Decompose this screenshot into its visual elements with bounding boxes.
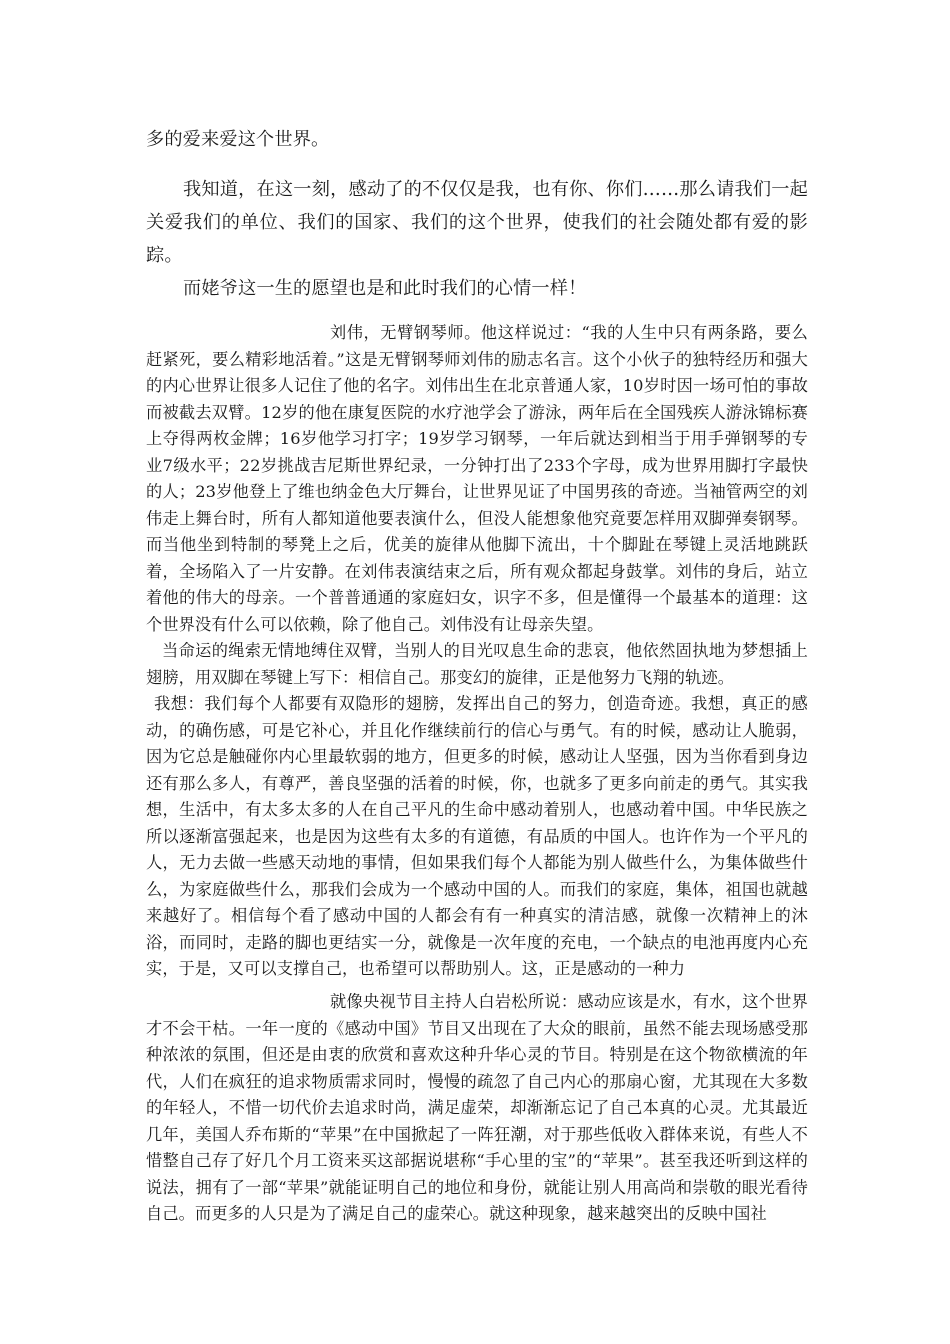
paragraph-6: 我想：我们每个人都要有双隐形的翅膀，发挥出自己的努力，创造奇迹。我想，真正的感动，的确伤感，可是它补心，并且化作继续前行的信心与勇气。有的时候，感动让人脆弱，因为它总是触碰你内心里最软弱的地方，但更多的时候，感动让人坚强，因为当你看到身边还有那么多人，有尊严，善良坚强的活着的时候，你，也就多了更多向前走的勇气。其实我想，生活中，有太多太多的人在自己平凡的生命中感动着别人，也感动着中国。中华民族之所以逐渐富强起来，也是因为这些有太多的有道德，有品质的中国人。也许作为一个平凡的人，无力去做一些感天动地的事情，但如果我们每个人都能为别人做些什么，为集体做些什么，为家庭做些什么，那我们会成为一个感动中国的人。而我们的家庭，集体，祖国也就越来越好了。相信每个看了感动中国的人都会有有一种真实的清洁感，就像一次精神上的沐浴，而同时，走路的脚也更结实一分，就像是一次年度的充电，一个缺点的电池再度内心充实，于是，又可以支撑自己，也希望可以帮助别人。这，正是感动的一种力 — [146, 694, 808, 978]
paragraph-1: 多的爱来爱这个世界。 — [146, 129, 330, 150]
paragraph-2: 我知道，在这一刻，感动了的不仅仅是我，也有你、你们……那么请我们一起关爱我们的单位、我们的国家、我们的这个世界，使我们的社会随处都有爱的影踪。 — [146, 179, 808, 266]
paragraph-5: 当命运的绳索无情地缚住双臂，当别人的目光叹息生命的悲哀，他依然固执地为梦想插上翅膀，用双脚在琴键上写下：相信自己。那变幻的旋律，正是他努力飞翔的轨迹。 — [146, 641, 808, 687]
paragraph-3: 而姥爷这一生的愿望也是和此时我们的心情一样！ — [183, 278, 587, 299]
paragraph-4: 刘伟，无臂钢琴师。他这样说过：“我的人生中只有两条路，要么赶紧死，要么精彩地活着。”这是无臂钢琴师刘伟的励志名言。这个小伙子的独特经历和强大的内心世界让很多人记住了他的名字。刘伟出生在北京普通人家，10岁时因一场可怕的事故而被截去双臂。12岁的他在康复医院的水疗池学会了游泳，两年后在全国残疾人游泳锦标赛上夺得两枚金牌；16岁他学习打字；19岁学习钢琴，一年后就达到相当于用手弹钢琴的专业7级水平；22岁挑战吉尼斯世界纪录，一分钟打出了233个字母，成为世界用脚打字最快的人；23岁他登上了维也纳金色大厅舞台，让世界见证了中国男孩的奇迹。当袖管两空的刘伟走上舞台时，所有人都知道他要表演什么，但没人能想象他究竟要怎样用双脚弹奏钢琴。而当他坐到特制的琴凳上之后，优美的旋律从他脚下流出，十个脚趾在琴键上灵活地跳跃着，全场陷入了一片安静。在刘伟表演结束之后，所有观众都起身鼓掌。刘伟的身后，站立着他的伟大的母亲。一个普普通通的家庭妇女，识字不多，但是懂得一个最基本的道理：这个世界没有什么可以依赖，除了他自己。刘伟没有让母亲失望。 — [146, 323, 808, 634]
paragraph-7: 就像央视节目主持人白岩松所说：感动应该是水，有水，这个世界才不会干枯。一年一度的《感动中国》节目又出现在了大众的眼前，虽然不能去现场感受那种浓浓的氛围，但还是由衷的欣赏和喜欢这种升华心灵的节目。特别是在这个物欲横流的年代，人们在疯狂的追求物质需求同时，慢慢的疏忽了自己内心的那扇心窗，尤其现在大多数的年轻人，不惜一切代价去追求时尚，满足虚荣，却渐渐忘记了自己本真的心灵。尤其最近几年，美国人乔布斯的“苹果”在中国掀起了一阵狂潮，对于那些低收入群体来说，有些人不惜整自己存了好几个月工资来买这部据说堪称“手心里的宝”的“苹果”。甚至我还听到这样的说法，拥有了一部“苹果”就能证明自己的地位和身份，就能让别人用高尚和崇敬的眼光看待自己。而更多的人只是为了满足自己的虚荣心。就这种现象，越来越突出的反映中国社 — [146, 992, 808, 1223]
